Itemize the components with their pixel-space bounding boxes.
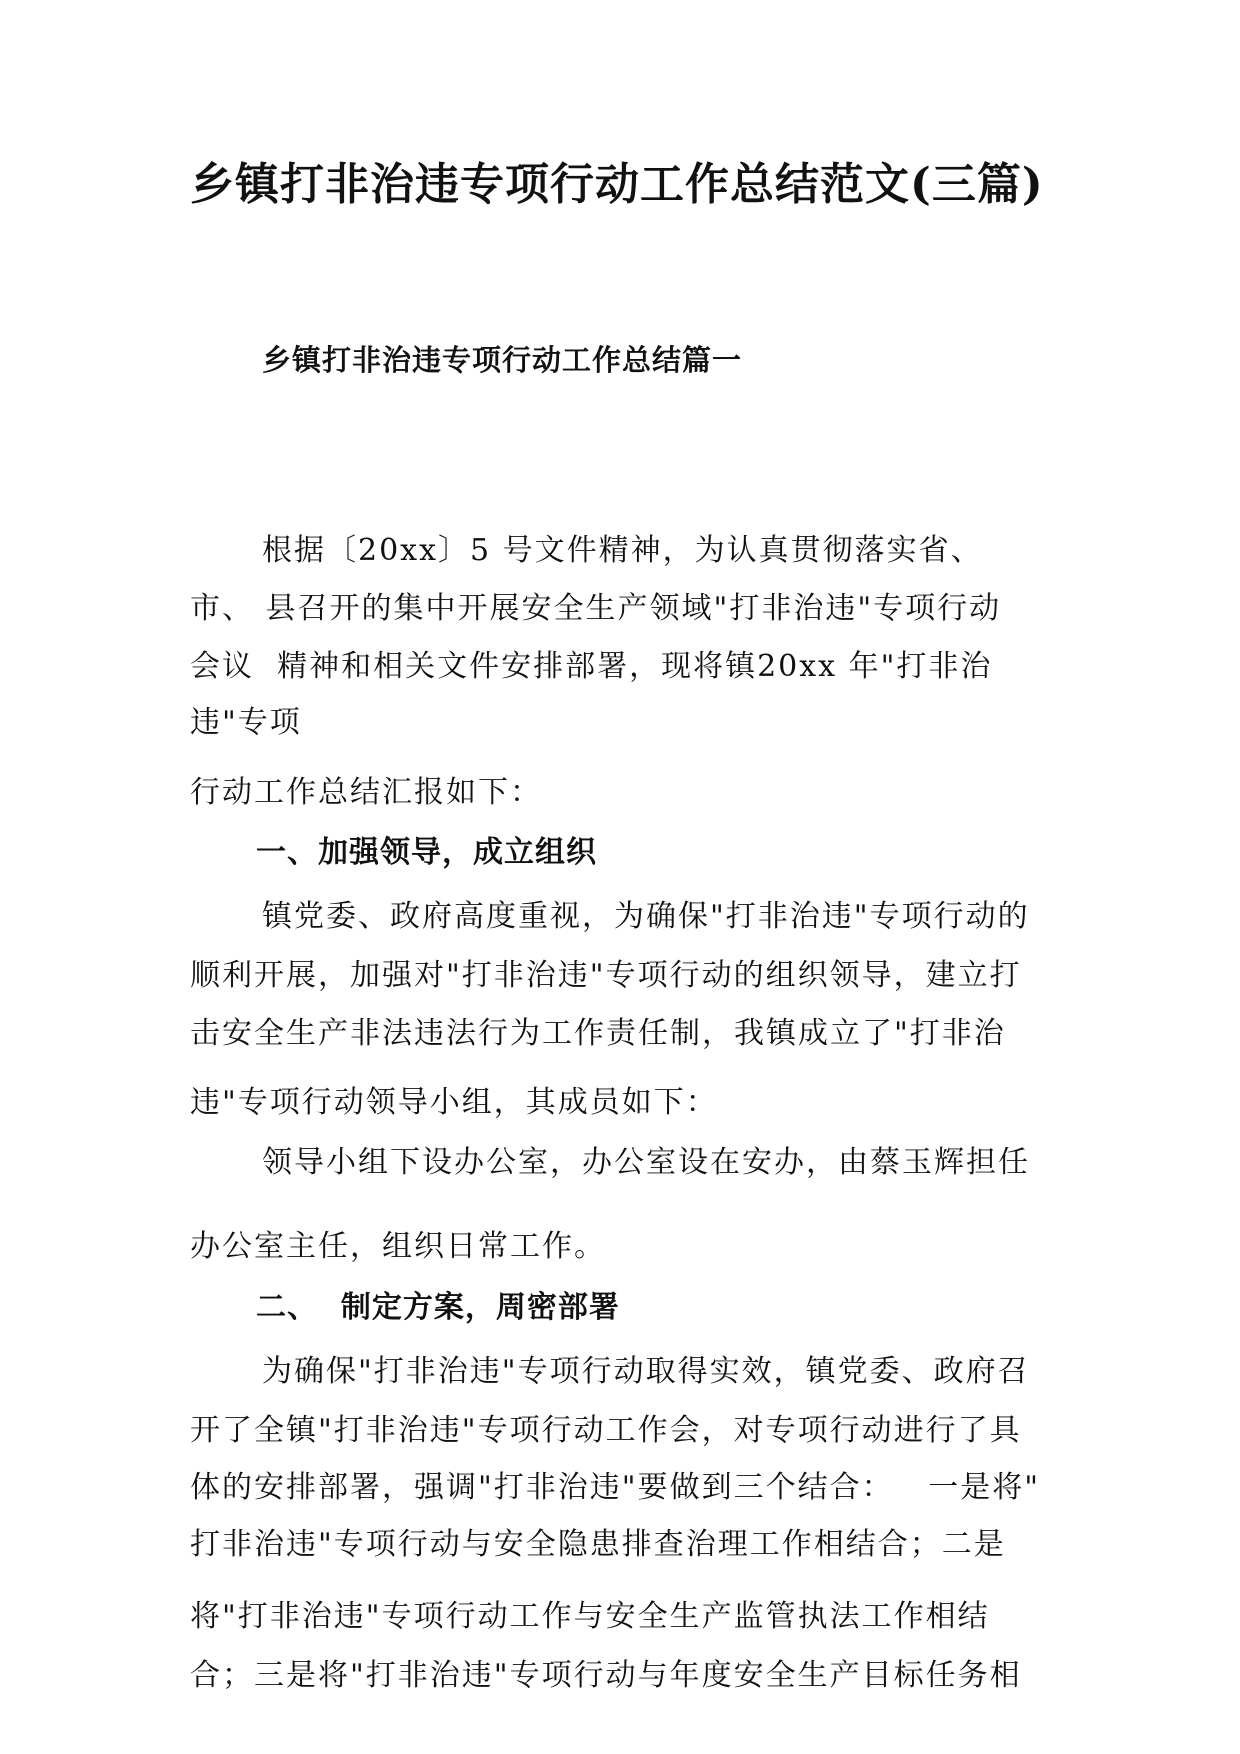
body-line: 将"打非治违"专项行动工作与安全生产监管执法工作相结 xyxy=(190,1599,990,1634)
section-title: 乡镇打非治违专项行动工作总结篇一 xyxy=(262,343,743,377)
body-line: 会议 精神和相关文件安排部署，现将镇20xx 年"打非治 xyxy=(190,649,993,684)
body-line: 领导小组下设办公室，办公室设在安办，由蔡玉辉担任 xyxy=(262,1145,1030,1180)
body-line: 市、 县召开的集中开展安全生产领域"打非治违"专项行动 xyxy=(190,591,1002,626)
body-line: 开了全镇"打非治违"专项行动工作会，对专项行动进行了具 xyxy=(190,1413,1022,1448)
body-line: 打非治违"专项行动与安全隐患排查治理工作相结合；二是 xyxy=(190,1527,1006,1562)
section-heading-2: 二、 制定方案，周密部署 xyxy=(256,1290,620,1325)
body-line: 击安全生产非法违法行为工作责任制，我镇成立了"打非治 xyxy=(190,1016,1006,1051)
body-line: 顺利开展，加强对"打非治违"专项行动的组织领导，建立打 xyxy=(190,958,1022,993)
body-line: 行动工作总结汇报如下： xyxy=(190,775,542,810)
document-title: 乡镇打非治违专项行动工作总结范文(三篇) xyxy=(190,159,1044,210)
body-line: 体的安排部署，强调"打非治违"要做到三个结合： 一是将" xyxy=(190,1470,1041,1505)
section-heading-1: 一、加强领导，成立组织 xyxy=(256,835,597,870)
body-line: 为确保"打非治违"专项行动取得实效，镇党委、政府召 xyxy=(262,1354,1030,1389)
body-line: 办公室主任，组织日常工作。 xyxy=(190,1229,606,1264)
body-line: 根据〔20xx〕5 号文件精神，为认真贯彻落实省、 xyxy=(262,533,983,568)
body-line: 违"专项行动领导小组，其成员如下： xyxy=(190,1085,718,1120)
body-line: 违"专项 xyxy=(190,705,302,740)
body-line: 合；三是将"打非治违"专项行动与年度安全生产目标任务相 xyxy=(190,1658,1022,1693)
body-line: 镇党委、政府高度重视，为确保"打非治违"专项行动的 xyxy=(262,899,1030,934)
